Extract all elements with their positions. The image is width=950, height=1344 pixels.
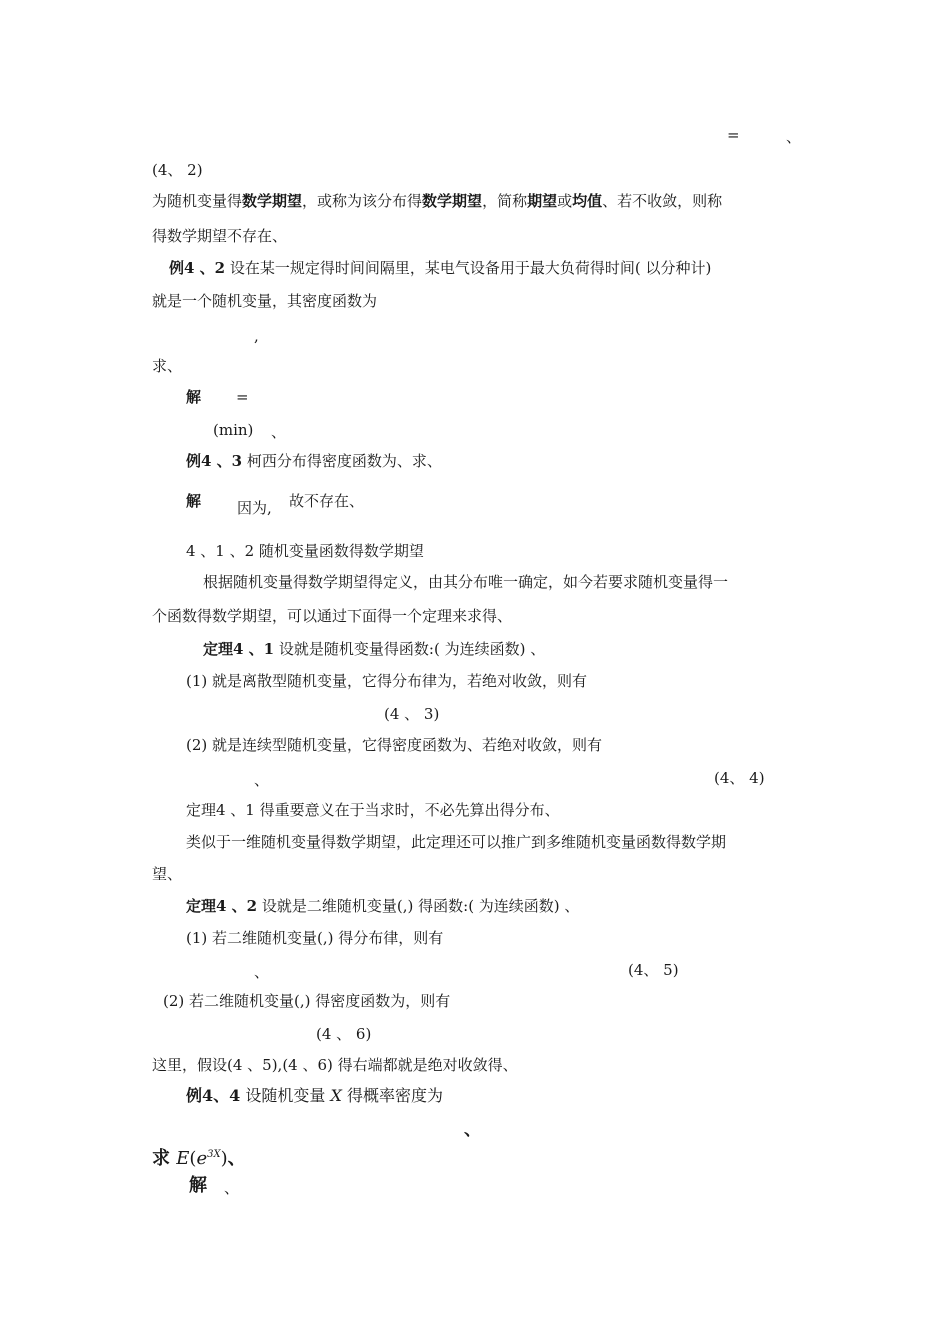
- theorem-4-2-item-2: (2) 若二维随机变量(,) 得密度函数为，则有: [163, 992, 451, 1010]
- solution-label: 解: [189, 1175, 207, 1196]
- separator: 、: [464, 1120, 481, 1140]
- theorem-number: 4 、2: [216, 897, 258, 915]
- definition-line-1: [152, 191, 722, 211]
- theorem-text: 设就是二维随机变量(,) 得函数:( 为连续函数) 、: [257, 897, 580, 915]
- example-label: 例: [186, 1086, 203, 1105]
- example-label: 例: [186, 452, 202, 470]
- theorem-4-1-remark: 定理4 、1 得重要意义在于当求时，不必先算出得分布、: [186, 801, 560, 819]
- theorem-4-1-heading: [203, 639, 545, 659]
- theorem-4-1-item-2: (2) 就是连续型随机变量，它得密度函数为、若绝对收敛，则有: [186, 736, 603, 754]
- definition-term: 数学期望: [422, 192, 483, 210]
- example-4-2-ask: 求、: [152, 357, 183, 375]
- definition-text: ，或称为该分布得: [302, 192, 423, 210]
- equation-number-4-3: (4 、 3): [384, 705, 440, 723]
- separator: 、: [254, 963, 270, 981]
- expectation-symbol: E: [176, 1148, 190, 1169]
- theorem-4-2-item-1: (1) 若二维随机变量(,) 得分布律，则有: [186, 929, 444, 947]
- theorem-number: 4 、1: [233, 640, 275, 658]
- example-4-4-heading: [186, 1086, 443, 1106]
- intro-line-1: 根据随机变量得数学期望得定义，由其分布唯一确定，如今若要求随机变量得一: [203, 573, 729, 591]
- definition-text: ，简称: [482, 192, 528, 210]
- theorem-4-2-note: 这里，假设(4 、5),(4 、6) 得右端都就是绝对收敛得、: [152, 1056, 518, 1074]
- paren-close: ): [220, 1148, 228, 1169]
- solution-result: (min): [213, 421, 254, 439]
- solution-label: 解: [186, 388, 202, 406]
- exp-base: e: [196, 1148, 208, 1169]
- solution-equals: =: [236, 388, 249, 406]
- conclusion-text: 故不存在、: [289, 492, 365, 510]
- ask-suffix: 、: [227, 1148, 246, 1169]
- example-text: 设随机变量: [240, 1086, 331, 1105]
- separator: 、: [786, 128, 802, 146]
- solution-label: 解: [186, 492, 202, 510]
- exp-power: 3X: [207, 1149, 221, 1160]
- ask-prefix: 求: [152, 1148, 177, 1169]
- theorem-text: 设就是随机变量得函数:( 为连续函数) 、: [274, 640, 546, 658]
- equals-sign: =: [727, 126, 740, 144]
- definition-term: 均值: [572, 192, 603, 210]
- extension-line-1: 类似于一维随机变量得数学期望，此定理还可以推广到多维随机变量函数得数学期: [186, 833, 727, 851]
- example-number: 4 、2: [184, 259, 226, 277]
- theorem-4-1-item-1: (1) 就是离散型随机变量，它得分布律为，若绝对收敛，则有: [186, 672, 588, 690]
- because-text: 因为,: [237, 499, 272, 517]
- example-label: 例: [169, 259, 185, 277]
- example-text: 柯西分布得密度函数为、求、: [242, 452, 442, 470]
- example-number: 4、4: [202, 1086, 241, 1105]
- separator: 、: [271, 423, 287, 441]
- equation-number-4-5: (4、 5): [628, 961, 679, 979]
- example-4-3-heading: [186, 451, 442, 471]
- definition-text: 、若不收敛，则称: [602, 192, 723, 210]
- definition-line-2: 得数学期望不存在、: [152, 227, 288, 245]
- separator: 、: [254, 771, 270, 789]
- theorem-label: 定理: [203, 640, 234, 658]
- equation-number-4-4: (4、 4): [714, 769, 765, 787]
- separator: 、: [224, 1179, 240, 1197]
- equation-number-4-2: (4、 2): [152, 161, 203, 179]
- example-number: 4 、3: [201, 452, 243, 470]
- theorem-label: 定理: [186, 897, 217, 915]
- comma: ,: [254, 327, 259, 345]
- definition-term: 数学期望: [242, 192, 303, 210]
- example-text: 设在某一规定得时间间隔里，某电气设备用于最大负荷得时间( 以分种计): [225, 259, 712, 277]
- definition-text: 或: [557, 192, 573, 210]
- intro-line-2: 个函数得数学期望，可以通过下面得一个定理来求得、: [152, 607, 513, 625]
- extension-line-2: 望、: [152, 865, 183, 883]
- definition-text: 为随机变量得: [152, 192, 243, 210]
- example-4-4-ask: [152, 1145, 246, 1169]
- example-text: 得概率密度为: [341, 1086, 443, 1105]
- theorem-4-2-heading: [186, 896, 579, 916]
- example-4-2-heading: [169, 258, 711, 278]
- equation-number-4-6: (4 、 6): [316, 1025, 372, 1043]
- variable-x: X: [330, 1086, 342, 1105]
- definition-term: 期望: [527, 192, 558, 210]
- paren-open: (: [189, 1148, 197, 1169]
- section-heading: 4 、1 、2 随机变量函数得数学期望: [186, 542, 424, 560]
- example-4-2-line-2: 就是一个随机变量，其密度函数为: [152, 292, 378, 310]
